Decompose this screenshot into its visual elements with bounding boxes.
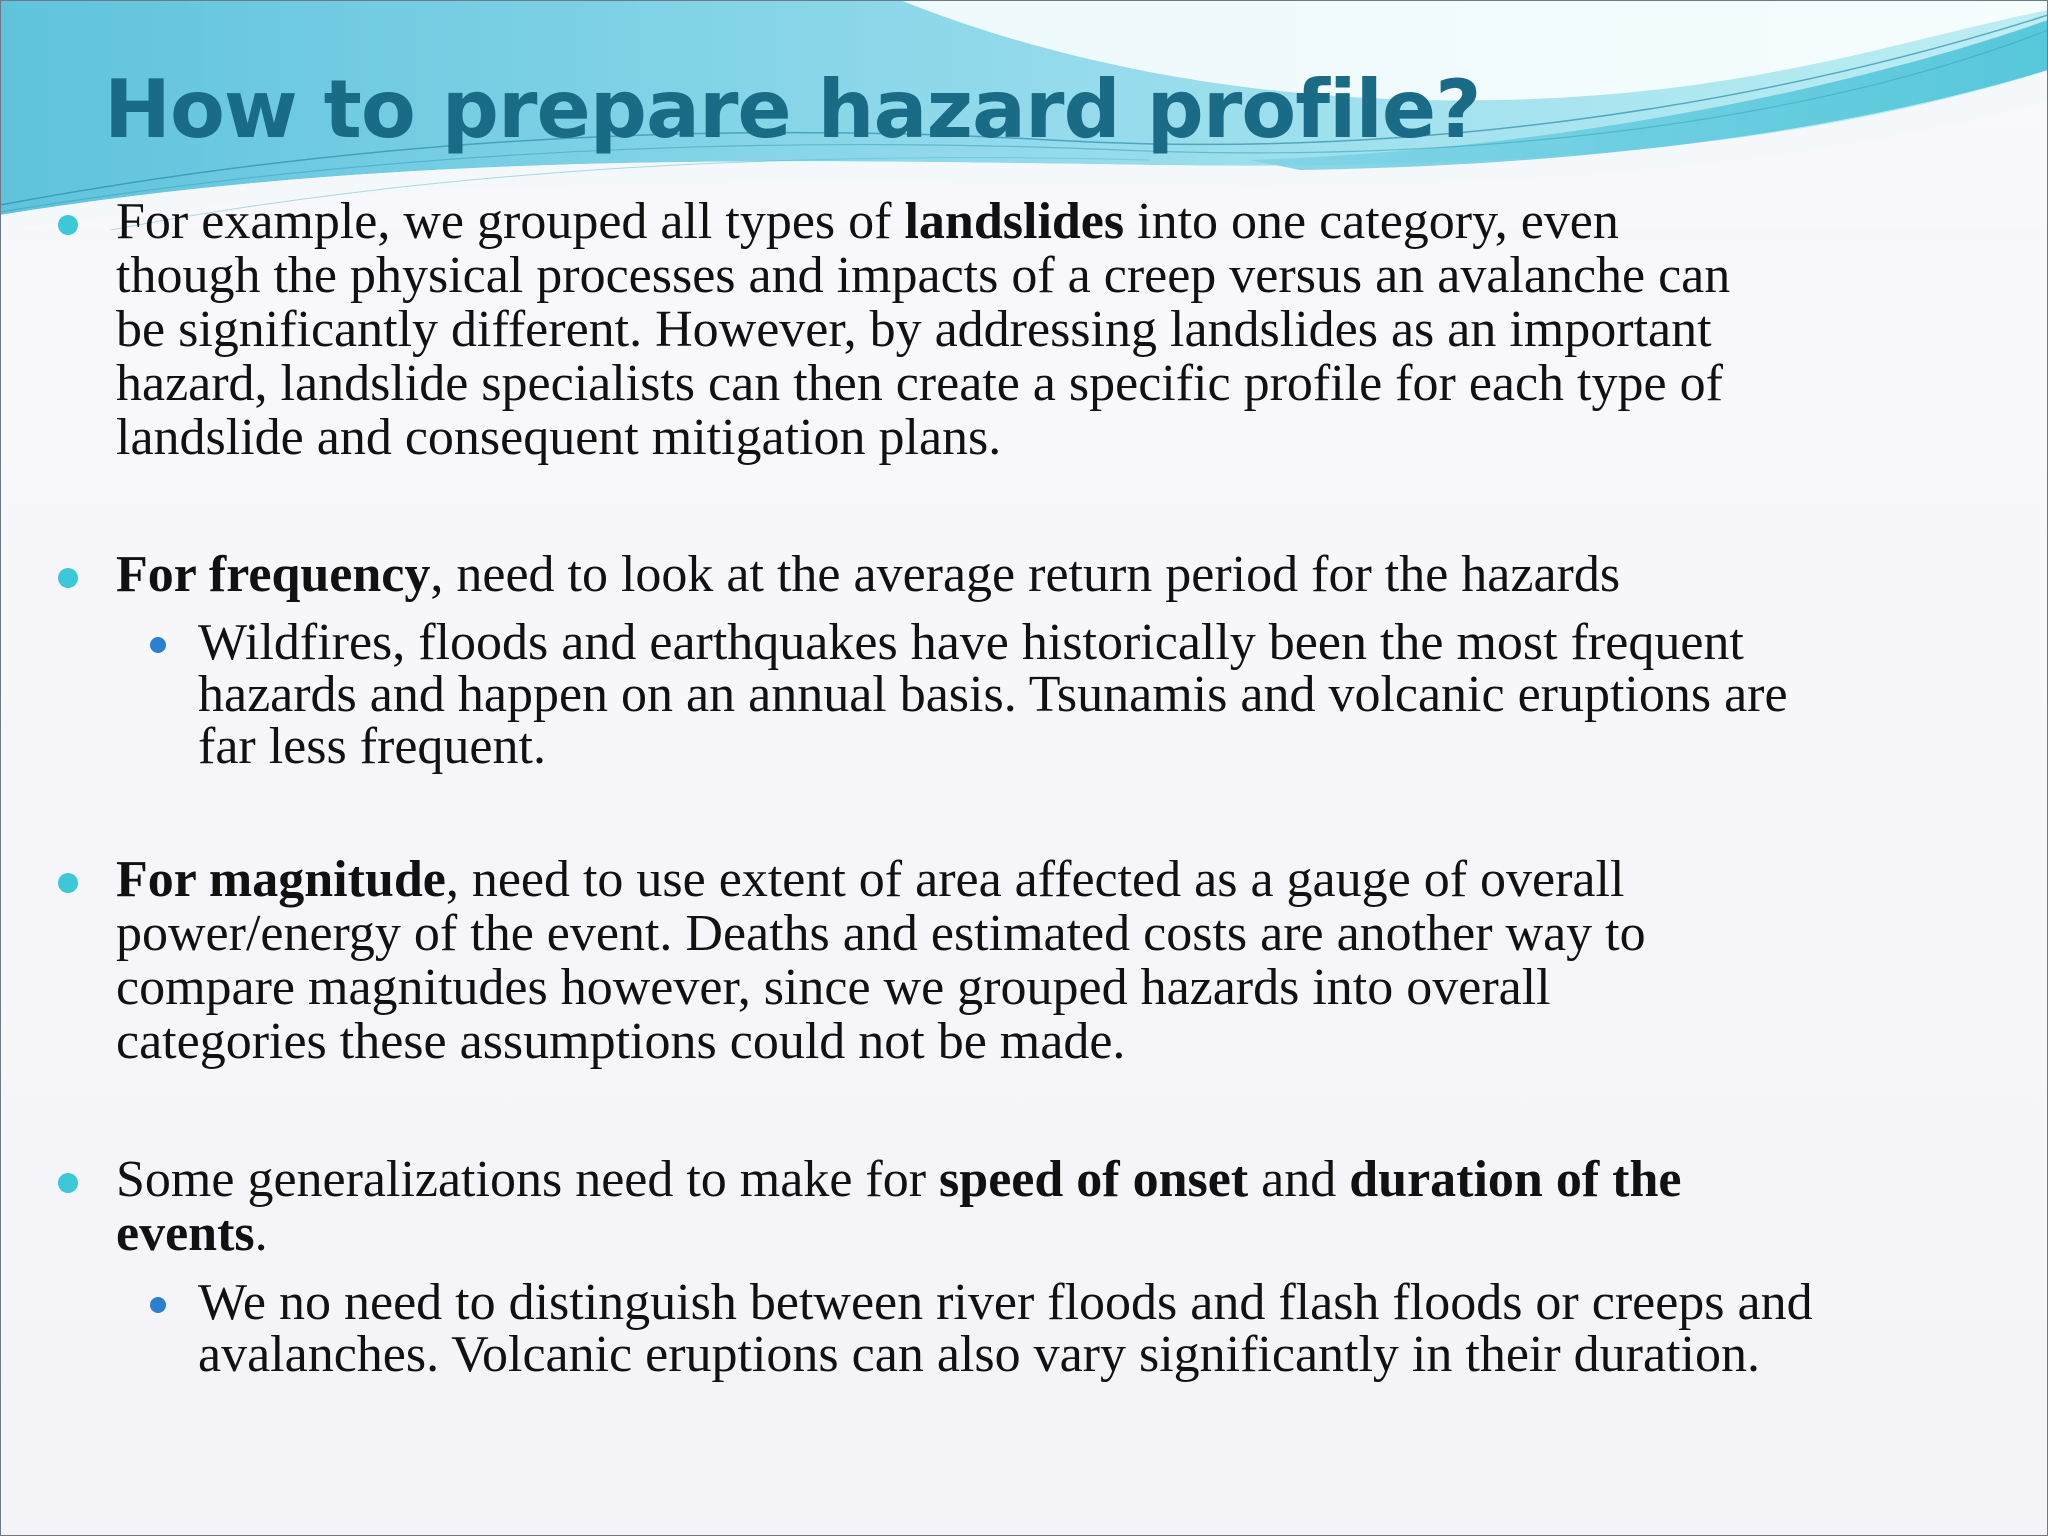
bullet-line [116, 548, 2016, 602]
bullet-generalizations [116, 1153, 2016, 1261]
sub-bullet-generalizations [198, 1274, 2018, 1383]
sub-bullet-line: avalanches. Volcanic eruptions can also vary significantly in their duration. [198, 1326, 1760, 1383]
bullet-dot-icon [58, 873, 78, 893]
text: , need to use extent of area affected as a gauge of overall [445, 851, 1625, 908]
bullet-line: compare magnitudes however, since we grouped hazards into overall [116, 959, 1551, 1016]
text: and [1248, 1151, 1350, 1208]
bullet-line [116, 1207, 2016, 1261]
bold-text: For magnitude [116, 851, 446, 908]
slide-title: How to prepare hazard profile? [104, 63, 1481, 156]
bullet-dot-icon [58, 215, 78, 235]
bullet-dot-icon [58, 1173, 78, 1193]
sub-bullet-line: Wildfires, floods and earthquakes have historically been the most frequent [198, 614, 1744, 671]
bullet-line [116, 853, 2016, 907]
bullet-landslides [116, 195, 2016, 465]
bullet-line: hazard, landslide specialists can then create a specific profile for each type of [116, 355, 1723, 412]
text: , need to look at the average return period for the hazards [430, 546, 1621, 603]
bold-text: landslides [904, 193, 1125, 250]
text: For example, we grouped all types of [116, 193, 905, 250]
sub-bullet-line: We no need to distinguish between river floods and flash floods or creeps and [198, 1274, 1813, 1331]
bullet-frequency [116, 548, 2016, 602]
sub-bullet-line: hazards and happen on an annual basis. Tsunamis and volcanic eruptions are [198, 666, 1788, 723]
sub-bullet-frequency [198, 614, 2018, 775]
bullet-line: landslide and consequent mitigation plans. [116, 409, 1002, 466]
bullet-line: be significantly different. However, by addressing landslides as an important [116, 301, 1712, 358]
bullet-dot-icon [58, 568, 78, 588]
bold-text: For frequency [116, 546, 431, 603]
bullet-line: categories these assumptions could not be made. [116, 1013, 1126, 1070]
bullet-line: power/energy of the event. Deaths and estimated costs are another way to [116, 905, 1646, 962]
bold-text: speed of onset [939, 1151, 1249, 1208]
bullet-line [116, 195, 2016, 249]
bullet-line [116, 1153, 2016, 1207]
bullet-line: though the physical processes and impacts of a creep versus an avalanche can [116, 247, 1731, 304]
bullet-magnitude [116, 853, 2016, 1069]
sub-bullet-dot-icon [150, 1297, 166, 1313]
text: . [254, 1205, 268, 1262]
text: into one category, even [1124, 193, 1619, 250]
text: Some generalizations need to make for [116, 1151, 940, 1208]
sub-bullet-dot-icon [150, 637, 166, 653]
bold-text: duration of the [1349, 1151, 1682, 1208]
bold-text: events [116, 1205, 255, 1262]
sub-bullet-line: far less frequent. [198, 718, 546, 775]
